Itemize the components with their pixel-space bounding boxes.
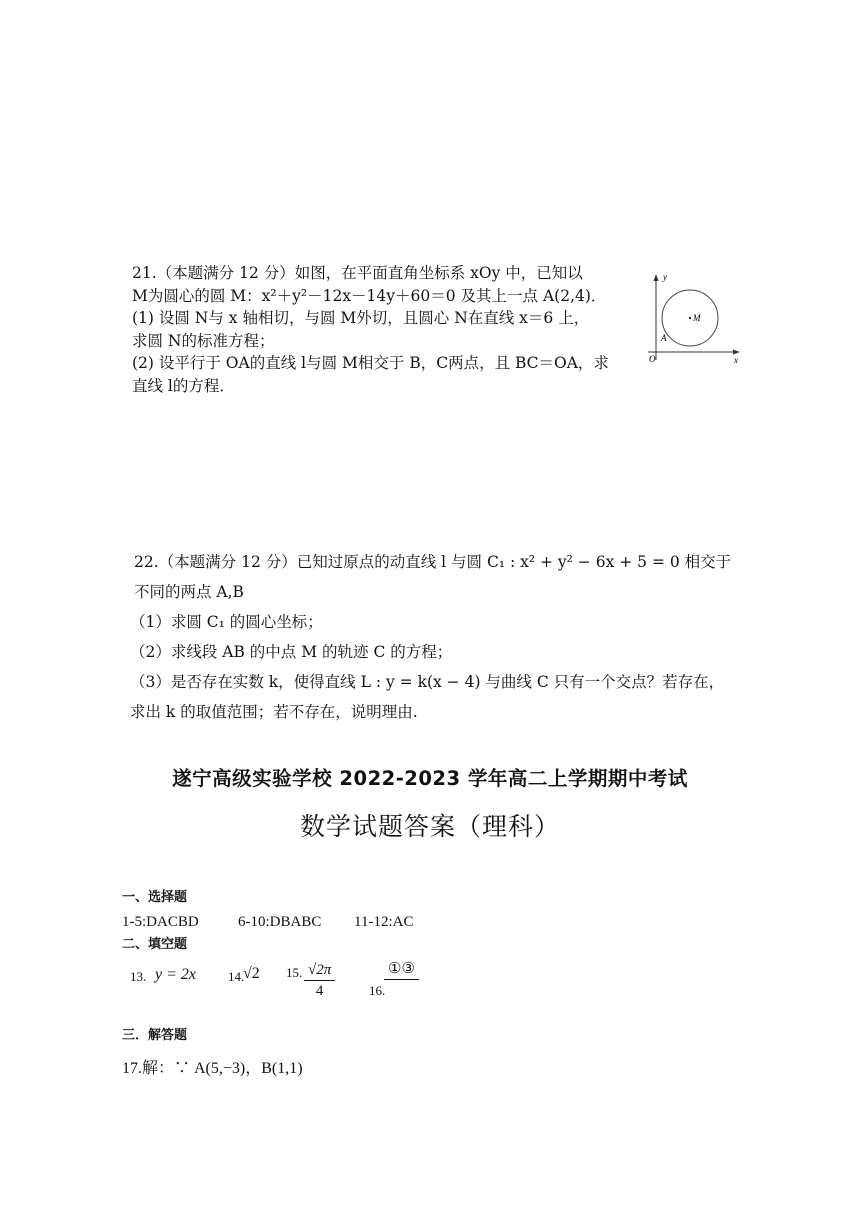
q22-line-2: 不同的两点 A,B — [134, 582, 244, 601]
label-y: y — [663, 272, 667, 282]
q22-line-3: （1）求圆 C₁ 的圆心坐标； — [130, 612, 323, 631]
y-axis-arrow-icon — [654, 274, 659, 281]
answer-title: 遂宁高级实验学校 2022-2023 学年高二上学期期中考试 — [172, 767, 688, 790]
choice-answers-11-12: 11-12:AC — [354, 914, 414, 930]
q21-line-3: (1) 设圆 N与 x 轴相切，与圆 M外切，且圆心 N在直线 x＝6 上， — [132, 309, 590, 327]
q21-line-2: M为圆心的圆 M：x²＋y²－12x－14y＋60＝0 及其上一点 A(2,4)． — [132, 286, 607, 305]
circle-figure — [640, 270, 745, 370]
answer-subtitle: 数学试题答案（理科） — [299, 812, 560, 841]
answer-16-label: 16. — [369, 983, 386, 998]
answer-17-start: 17.解：∵ A(5,−3)，B(1,1) — [122, 1060, 303, 1077]
q21-line-5: (2) 设平行于 OA的直线 l与圆 M相交于 B，C两点，且 BC＝OA，求 — [132, 354, 609, 372]
choice-answers-1-5: 1-5:DACBD — [122, 914, 199, 930]
section-fill-heading: 二、填空题 — [122, 937, 188, 952]
section-choice-heading: 一、选择题 — [122, 890, 188, 905]
answer-14-value: √2 — [243, 965, 260, 982]
question-22 — [130, 547, 734, 727]
center-m-dot — [689, 317, 691, 319]
choice-answers-6-10: 6-10:DBABC — [238, 914, 322, 930]
q21-line-1: 21.（本题满分 12 分）如图，在平面直角坐标系 xOy 中，已知以 — [132, 264, 583, 282]
answer-15-denominator: 4 — [315, 983, 324, 999]
q22-line-4: （2）求线段 AB 的中点 M 的轨迹 C 的方程； — [130, 642, 453, 661]
q22-line-1: 22.（本题满分 12 分）已知过原点的动直线 l 与圆 C₁ : x² + y² − 6x + 5 = 0 相交于 — [134, 552, 732, 571]
answer-15-numerator: √2π — [304, 962, 335, 981]
q21-line-4: 求圆 N的标准方程； — [132, 331, 275, 350]
question-21 — [132, 262, 632, 397]
q21-line-6: 直线 l的方程． — [132, 376, 235, 395]
answer-14-label: 14. — [228, 969, 245, 984]
label-m: M — [693, 313, 701, 323]
answer-13-label: 13. — [130, 969, 147, 984]
label-x: x — [734, 355, 738, 365]
x-axis-arrow-icon — [733, 350, 740, 355]
q22-line-5: （3）是否存在实数 k，使得直线 L : y = k(x − 4) 与曲线 C 只有一个交点？若存在， — [130, 672, 725, 691]
answer-16-value: ①③ — [384, 961, 419, 980]
label-o: O — [649, 354, 656, 364]
answer-13-value: y = 2x — [155, 966, 196, 983]
answer-15-label: 15. — [286, 965, 303, 980]
answer-15-fraction — [304, 962, 335, 1000]
section-solution-heading: 三．解答题 — [122, 1028, 188, 1043]
label-a: A — [661, 333, 667, 343]
q22-line-6: 求出 k 的取值范围；若不存在，说明理由. — [130, 702, 418, 721]
